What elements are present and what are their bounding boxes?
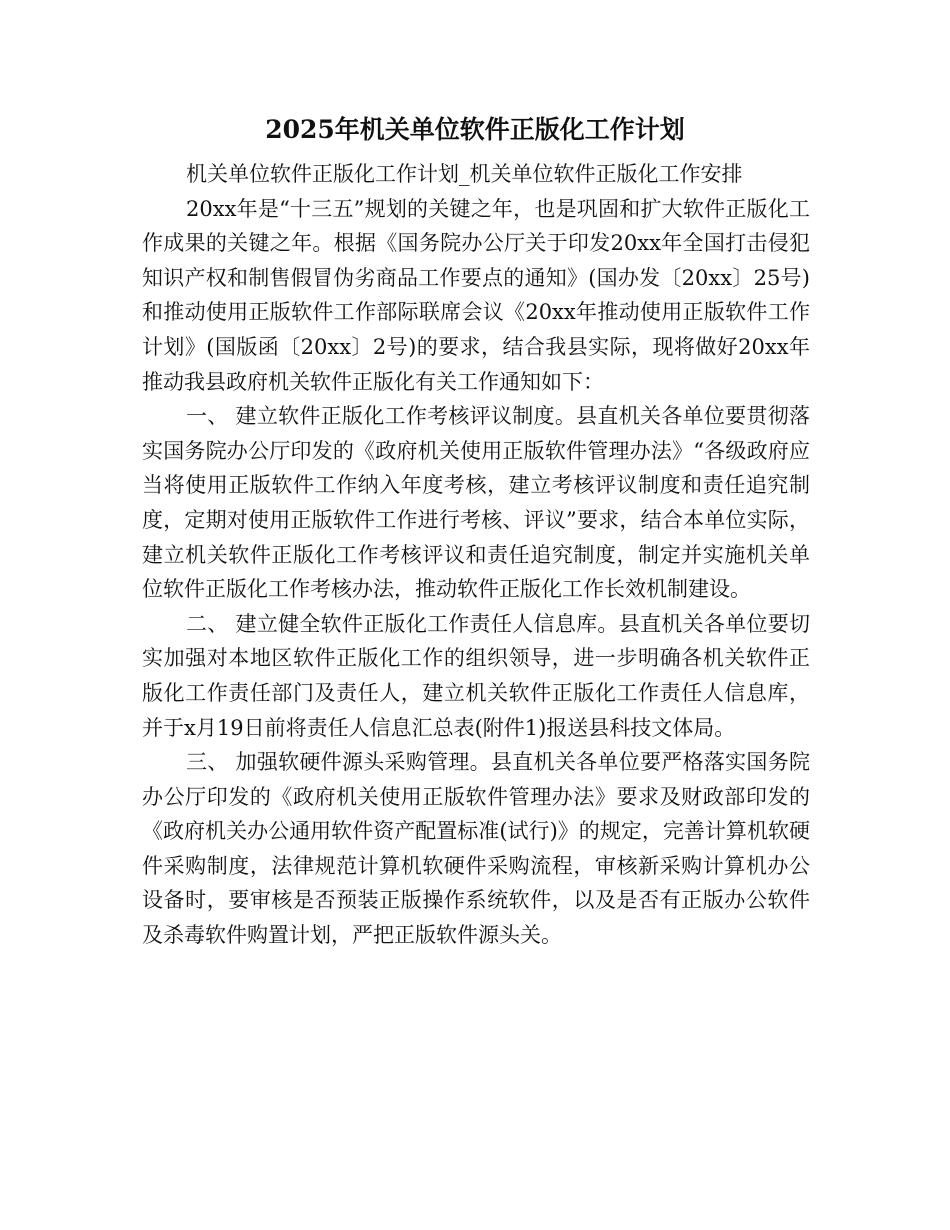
paragraph-section-2: 二、 建立健全软件正版化工作责任人信息库。县直机关各单位要切实加强对本地区软件正版化工作的组织领导，进一步明确各机关软件正版化工作责任部门及责任人，建立机关软件正版化工作责任人信息库，并于x月19日前将责任人信息汇总表(附件1)报送县科技文体局。 <box>142 611 810 740</box>
paragraph-section-3: 三、 加强软硬件源头采购管理。县直机关各单位要严格落实国务院办公厅印发的《政府机关使用正版软件管理办法》要求及财政部印发的《政府机关办公通用软件资产配置标准(试行)》的规定，完善计算机软硬件采购制度，法律规范计算机软硬件采购流程，审核新采购计算机办公设备时，要审核是否预装正版操作系统软件，以及是否有正版办公软件及杀毒软件购置计划，严把正版软件源头关。 <box>142 750 810 948</box>
paragraph-intro: 20xx年是“十三五”规划的关键之年，也是巩固和扩大软件正版化工作成果的关键之年。根据《国务院办公厅关于印发20xx年全国打击侵犯知识产权和制售假冒伪劣商品工作要点的通知》(国办发〔20xx〕25号)和推动使用正版软件工作部际联席会议《20xx年推动使用正版软件工作计划》(国版函〔20xx〕2号)的要求，结合我县实际，现将做好20xx年推动我县政府机关软件正版化有关工作通知如下： <box>142 196 810 394</box>
paragraph-section-1: 一、 建立软件正版化工作考核评议制度。县直机关各单位要贯彻落实国务院办公厅印发的《政府机关使用正版软件管理办法》“各级政府应当将使用正版软件工作纳入年度考核，建立考核评议制度和责任追究制度，定期对使用正版软件工作进行考核、评议”要求，结合本单位实际，建立机关软件正版化工作考核评议和责任追究制度，制定并实施机关单位软件正版化工作考核办法，推动软件正版化工作长效机制建设。 <box>142 404 810 602</box>
document-title: 2025年机关单位软件正版化工作计划 <box>265 115 685 144</box>
document-body <box>142 157 810 953</box>
document-subtitle: 机关单位软件正版化工作计划_机关单位软件正版化工作安排 <box>186 162 743 186</box>
